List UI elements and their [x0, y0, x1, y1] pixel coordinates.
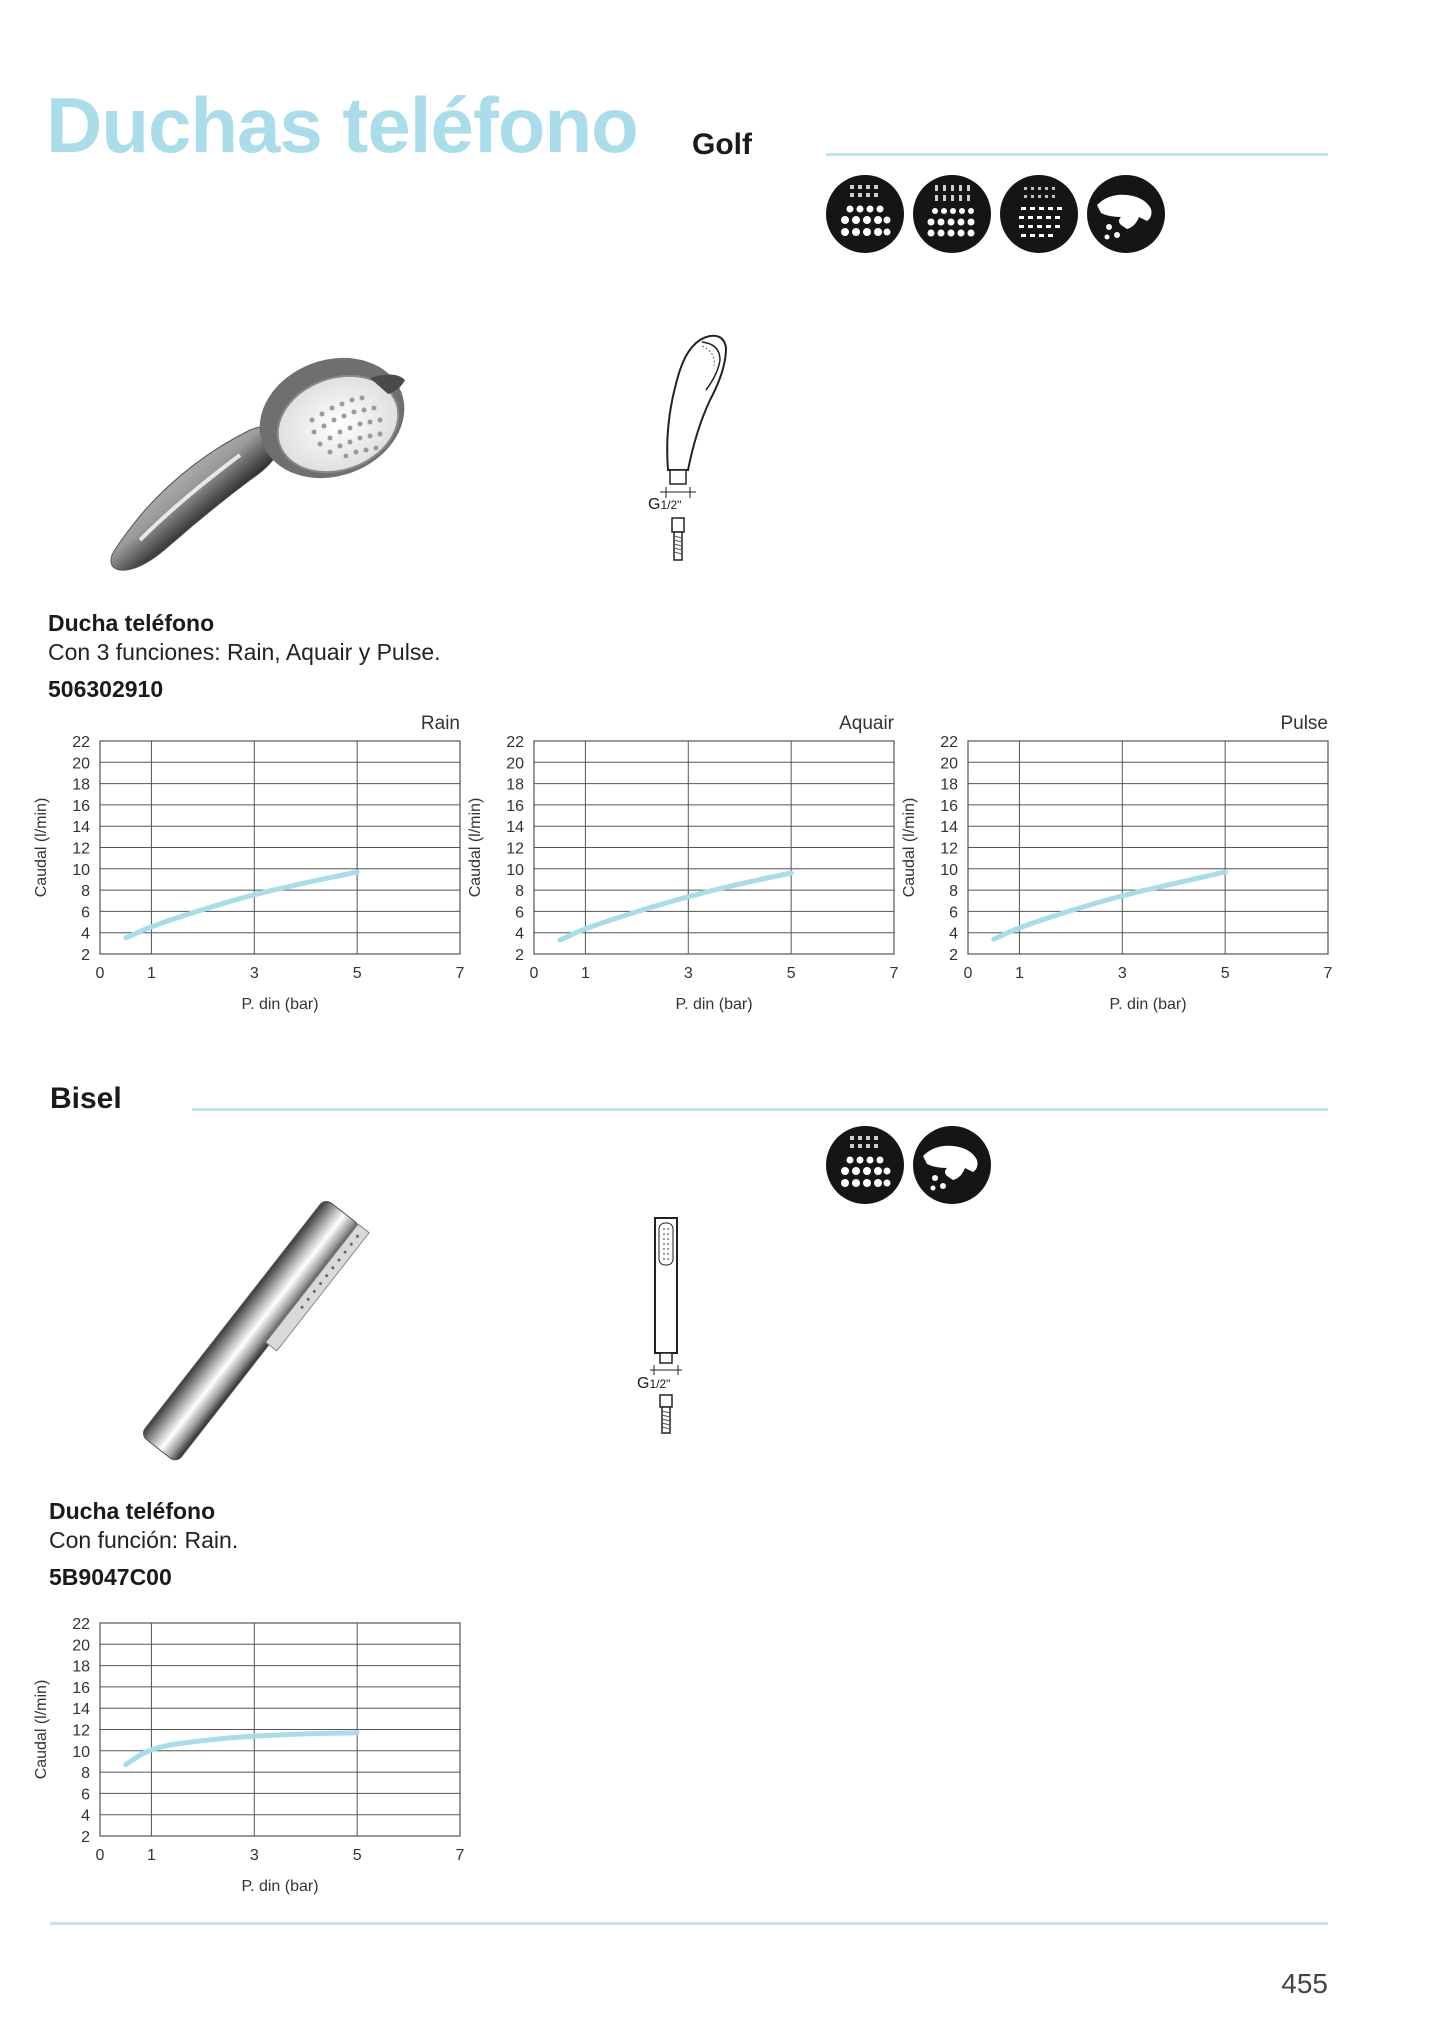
aquair-spray-icon	[913, 175, 991, 253]
y-tick-label: 14	[940, 819, 958, 837]
y-tick-label: 14	[72, 819, 90, 837]
y-tick-label: 18	[72, 1658, 90, 1676]
y-tick-label: 16	[506, 797, 524, 815]
x-axis-label: P. din (bar)	[241, 996, 319, 1013]
chart-svg	[30, 708, 470, 1023]
golf-connection-size: 1/2"	[660, 498, 682, 512]
y-tick-label: 20	[506, 755, 524, 773]
bisel-product-description: Con función: Rain.	[49, 1527, 239, 1553]
chart-title: Aquair	[839, 713, 894, 734]
golf-section-title: Golf	[692, 128, 752, 161]
x-tick-label: 7	[1323, 965, 1333, 982]
y-axis-label: Caudal (l/min)	[467, 797, 484, 898]
y-tick-label: 8	[515, 883, 524, 901]
easy-clean-icon	[913, 1126, 991, 1204]
golf-product-description: Con 3 funciones: Rain, Aquair y Pulse.	[48, 639, 441, 665]
series-line	[126, 1733, 357, 1765]
x-tick-label: 5	[786, 965, 796, 982]
x-tick-label: 0	[529, 965, 539, 982]
y-tick-label: 10	[940, 861, 958, 879]
chart-aquair	[464, 708, 904, 1028]
chart-svg	[898, 708, 1338, 1023]
bisel-connection-g: G	[637, 1375, 650, 1392]
series-line	[126, 872, 357, 938]
y-axis-label: Caudal (l/min)	[33, 797, 50, 898]
y-tick-label: 14	[506, 819, 524, 837]
y-tick-label: 2	[81, 947, 90, 964]
x-tick-label: 1	[580, 965, 590, 982]
golf-hand-shower-photo	[100, 350, 420, 580]
x-axis-label: P. din (bar)	[1109, 996, 1187, 1013]
y-tick-label: 6	[515, 904, 524, 922]
y-tick-label: 20	[72, 1637, 90, 1655]
golf-technical-drawing	[640, 330, 740, 570]
golf-connection-label	[648, 496, 681, 514]
y-tick-label: 2	[81, 1829, 90, 1846]
x-tick-label: 7	[455, 1847, 465, 1864]
y-tick-label: 12	[72, 1722, 90, 1740]
y-tick-label: 2	[949, 947, 958, 964]
y-tick-label: 6	[949, 904, 958, 922]
y-tick-label: 8	[81, 883, 90, 901]
y-tick-label: 4	[949, 925, 958, 943]
x-axis-label: P. din (bar)	[241, 1878, 319, 1895]
chart-svg	[464, 708, 904, 1023]
x-tick-label: 7	[455, 965, 465, 982]
x-tick-label: 1	[1014, 965, 1024, 982]
y-tick-label: 22	[506, 734, 524, 751]
y-tick-label: 16	[72, 1679, 90, 1697]
y-tick-label: 22	[940, 734, 958, 751]
y-tick-label: 10	[506, 861, 524, 879]
series-line	[994, 872, 1225, 939]
x-tick-label: 5	[352, 1847, 362, 1864]
footer-rule	[50, 1922, 1328, 1925]
page-title: Duchas teléfono	[46, 81, 638, 169]
bisel-product-code: 5B9047C00	[49, 1564, 172, 1590]
x-tick-label: 7	[889, 965, 899, 982]
x-tick-label: 3	[683, 965, 693, 982]
x-tick-label: 5	[352, 965, 362, 982]
bisel-section-rule	[192, 1108, 1328, 1111]
y-tick-label: 18	[506, 776, 524, 794]
chart-title: Pulse	[1280, 713, 1328, 734]
y-tick-label: 12	[506, 840, 524, 858]
y-tick-label: 4	[81, 1807, 90, 1825]
series-line	[560, 873, 791, 940]
x-tick-label: 0	[95, 965, 105, 982]
y-tick-label: 8	[81, 1765, 90, 1783]
y-tick-label: 20	[940, 755, 958, 773]
chart-svg	[30, 1590, 470, 1905]
bisel-hand-shower-photo	[120, 1190, 380, 1470]
chart-title: Rain	[420, 713, 460, 734]
x-tick-label: 1	[146, 965, 156, 982]
x-tick-label: 3	[249, 965, 259, 982]
bisel-connection-size: 1/2"	[649, 1377, 671, 1391]
y-tick-label: 2	[515, 947, 524, 964]
golf-section-rule	[826, 153, 1328, 156]
page-number: 455	[1281, 1968, 1328, 1999]
easy-clean-icon	[1087, 175, 1165, 253]
chart-rain	[30, 708, 470, 1028]
y-tick-label: 4	[81, 925, 90, 943]
y-tick-label: 12	[72, 840, 90, 858]
bisel-section-title: Bisel	[50, 1082, 122, 1115]
y-tick-label: 20	[72, 755, 90, 773]
y-tick-label: 14	[72, 1701, 90, 1719]
x-tick-label: 0	[963, 965, 973, 982]
y-axis-label: Caudal (l/min)	[901, 797, 918, 898]
y-tick-label: 4	[515, 925, 524, 943]
bisel-technical-drawing	[637, 1215, 740, 1455]
y-tick-label: 22	[72, 1616, 90, 1633]
y-tick-label: 16	[940, 797, 958, 815]
rain-spray-icon	[826, 175, 904, 253]
y-tick-label: 10	[72, 1743, 90, 1761]
x-tick-label: 3	[249, 1847, 259, 1864]
y-tick-label: 22	[72, 734, 90, 751]
chart-bisel-rain	[30, 1590, 470, 1910]
x-axis-label: P. din (bar)	[675, 996, 753, 1013]
x-tick-label: 5	[1220, 965, 1230, 982]
chart-pulse	[898, 708, 1338, 1028]
golf-product-code: 506302910	[48, 676, 164, 702]
x-tick-label: 1	[146, 1847, 156, 1864]
y-tick-label: 6	[81, 1786, 90, 1804]
y-tick-label: 8	[949, 883, 958, 901]
y-tick-label: 18	[940, 776, 958, 794]
golf-connection-g: G	[648, 496, 661, 513]
x-tick-label: 0	[95, 1847, 105, 1864]
golf-product-title: Ducha teléfono	[48, 610, 215, 636]
x-tick-label: 3	[1117, 965, 1127, 982]
bisel-product-title: Ducha teléfono	[49, 1498, 216, 1524]
y-tick-label: 18	[72, 776, 90, 794]
y-tick-label: 10	[72, 861, 90, 879]
pulse-spray-icon	[1000, 175, 1078, 253]
y-tick-label: 6	[81, 904, 90, 922]
rain-spray-icon	[826, 1126, 904, 1204]
y-axis-label: Caudal (l/min)	[33, 1679, 50, 1780]
y-tick-label: 12	[940, 840, 958, 858]
bisel-connection-label	[637, 1375, 670, 1393]
y-tick-label: 16	[72, 797, 90, 815]
